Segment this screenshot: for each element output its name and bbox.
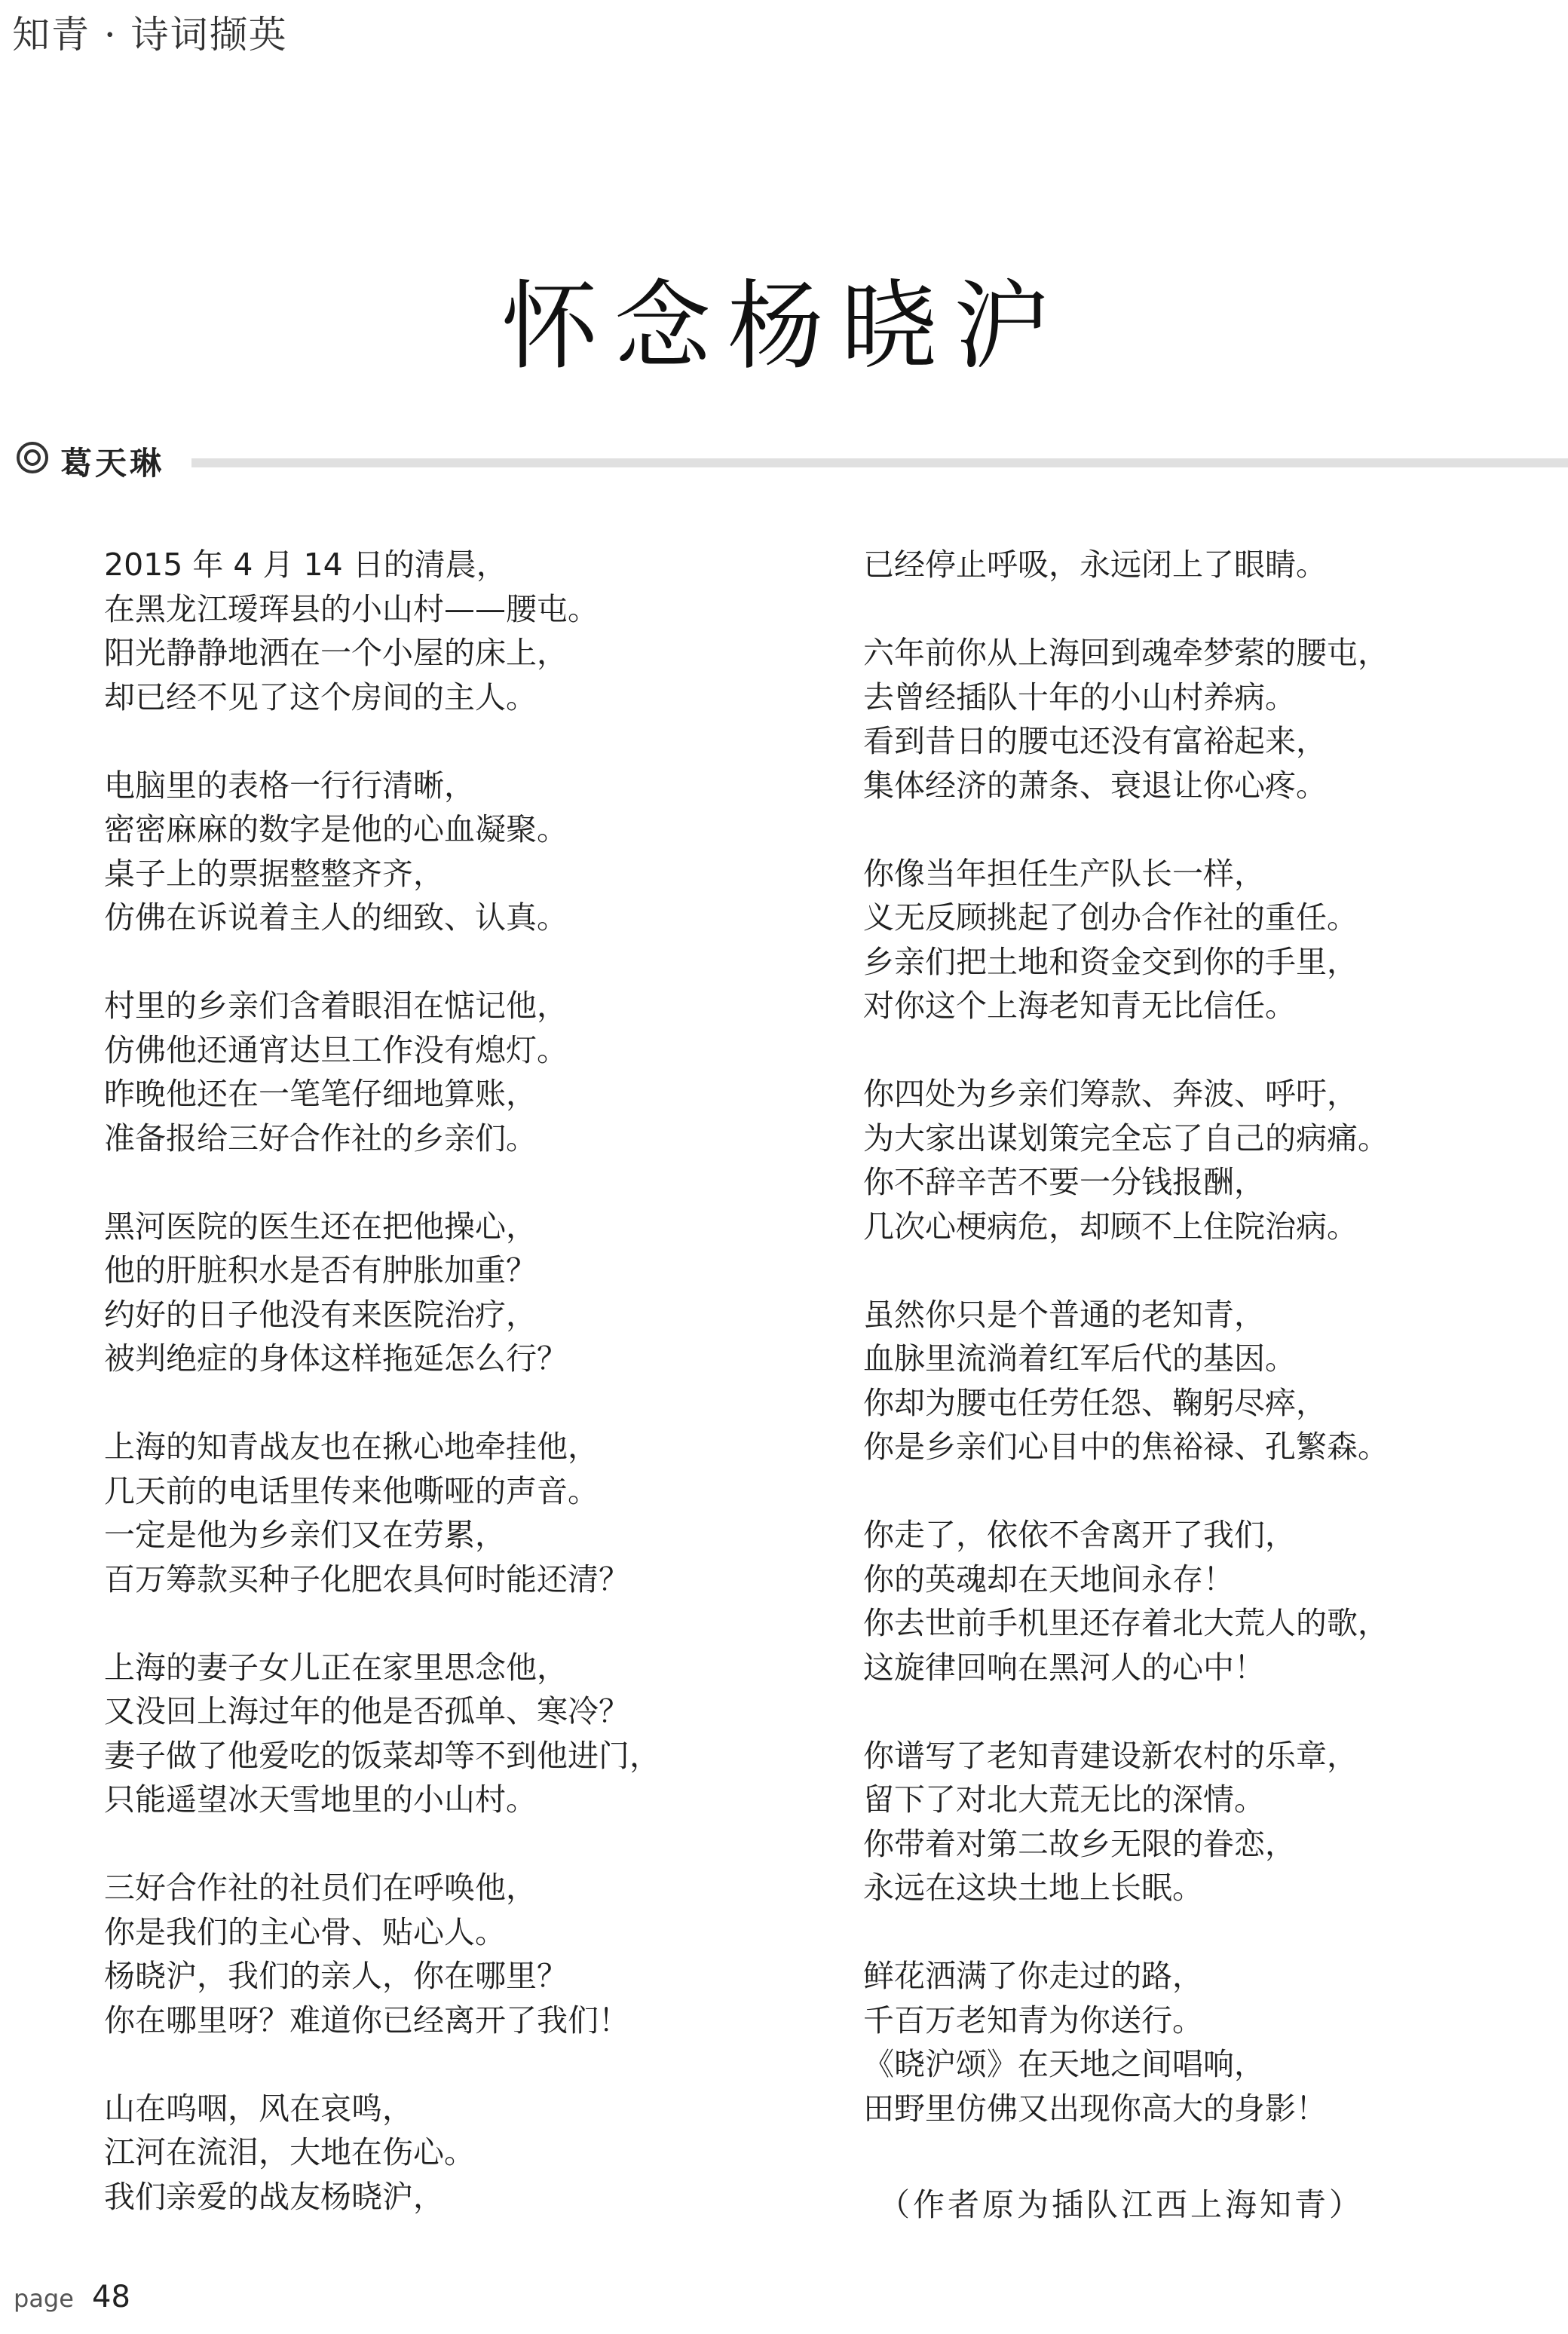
poem-line: 你是乡亲们心目中的焦裕禄、孔繁森。 [863, 1429, 1389, 1465]
poem-line: 仿佛他还通宵达旦工作没有熄灯。 [104, 1031, 568, 1068]
poem-line: 你去世前手机里还存着北大荒人的歌， [863, 1605, 1389, 1641]
poem-line: 又没回上海过年的他是否孤单、寒冷？ [104, 1693, 629, 1729]
stanza-break [104, 2042, 722, 2087]
stanza-break [863, 587, 1481, 632]
poem-line: 为大家出谋划策完全忘了自己的病痛。 [863, 1120, 1389, 1156]
poem-line: 黑河医院的医生还在把他操心， [104, 1208, 537, 1245]
author-divider [191, 458, 1568, 467]
article-title: 怀念杨晓沪 [501, 271, 1067, 383]
stanza-break [863, 1469, 1481, 1514]
poem-line: 百万筹款买种子化肥农具何时能还清？ [104, 1561, 629, 1597]
poem-line: 妻子做了他爱吃的饭菜却等不到他进门， [104, 1737, 660, 1774]
stanza-break [104, 719, 722, 764]
poem-line: 杨晓沪，我们的亲人，你在哪里？ [104, 1958, 568, 1994]
poem-line: 几次心梗病危，却顾不上住院治病。 [863, 1208, 1358, 1245]
poem-line: 江河在流泪，大地在伤心。 [104, 2134, 475, 2170]
poem-line: 田野里仿佛又出现你高大的身影！ [863, 2090, 1327, 2127]
poem-line: 义无反顾挑起了创办合作社的重任。 [863, 899, 1358, 936]
poem-line: 集体经济的萧条、衰退让你心疼。 [863, 767, 1327, 804]
poem-line: 你走了，依依不舍离开了我们， [863, 1517, 1296, 1553]
poem-line: 上海的知青战友也在揪心地牵挂他， [104, 1429, 599, 1465]
poem-line: 乡亲们把土地和资金交到你的手里， [863, 943, 1358, 980]
poem-line: 密密麻麻的数字是他的心血凝聚。 [104, 811, 568, 847]
poem-line: 千百万老知青为你送行。 [863, 2002, 1203, 2038]
poem-line: 他的肝脏积水是否有肿胀加重？ [104, 1252, 537, 1288]
poem-line: 对你这个上海老知青无比信任。 [863, 988, 1296, 1024]
stanza-break [863, 1028, 1481, 1073]
section-title: 知青 · 诗词撷英 [12, 13, 288, 57]
poem-line: 已经停止呼吸，永远闭上了眼睛。 [863, 547, 1327, 583]
page-number: 48 [92, 2280, 130, 2314]
poem-line: 上海的妻子女儿正在家里思念他， [104, 1649, 568, 1686]
stanza-break [104, 1822, 722, 1867]
poem-line: 在黑龙江瑷珲县的小山村——腰屯。 [104, 590, 599, 627]
poem-line: 永远在这块土地上长眠。 [863, 1870, 1203, 1906]
poem-right-column [863, 543, 1481, 2130]
poem-line: 仿佛在诉说着主人的细致、认真。 [104, 899, 568, 936]
poem-line: 准备报给三好合作社的乡亲们。 [104, 1120, 537, 1156]
poem-line: 虽然你只是个普通的老知青， [863, 1296, 1265, 1333]
poem-line: 山在呜咽，风在哀鸣， [104, 2090, 413, 2127]
poem-line: 你却为腰屯任劳任怨、鞠躬尽瘁， [863, 1384, 1327, 1421]
poem-left-column [104, 543, 722, 2219]
stanza-break [863, 1910, 1481, 1955]
poem-line: 几天前的电话里传来他嘶哑的声音。 [104, 1472, 599, 1509]
poem-line: 一定是他为乡亲们又在劳累， [104, 1517, 506, 1553]
stanza-break [863, 1248, 1481, 1293]
poem-line: 约好的日子他没有来医院治疗， [104, 1296, 537, 1333]
stanza-break [104, 1381, 722, 1426]
page-label: page [14, 2284, 74, 2313]
poem-line: 2015 年 4 月 14 日的清晨， [104, 547, 507, 583]
poem-line: 去曾经插队十年的小山村养病。 [863, 678, 1296, 715]
poem-line: 你像当年担任生产队长一样， [863, 855, 1265, 892]
stanza-break [863, 807, 1481, 852]
poem-line: 我们亲爱的战友杨晓沪， [104, 2178, 444, 2215]
poem-line: 阳光静静地洒在一个小屋的床上， [104, 635, 568, 671]
poem-line: 村里的乡亲们含着眼泪在惦记他， [104, 988, 568, 1024]
author-name: 葛天琳 [60, 445, 165, 482]
poem-line: 三好合作社的社员们在呼唤他， [104, 1870, 537, 1906]
poem-line: 桌子上的票据整整齐齐， [104, 855, 444, 892]
author-note: （作者原为插队江西上海知青） [878, 2186, 1364, 2223]
poem-line: 这旋律回响在黑河人的心中！ [863, 1649, 1265, 1686]
poem-line: 被判绝症的身体这样拖延怎么行？ [104, 1340, 568, 1377]
double-circle-icon [17, 442, 48, 473]
poem-line: 你是我们的主心骨、贴心人。 [104, 1913, 506, 1950]
poem-line: 你谱写了老知青建设新农村的乐章， [863, 1737, 1358, 1774]
poem-line: 六年前你从上海回到魂牵梦萦的腰屯， [863, 635, 1389, 671]
poem-line: 你带着对第二故乡无限的眷恋， [863, 1825, 1296, 1862]
poem-line: 留下了对北大荒无比的深情。 [863, 1781, 1265, 1818]
poem-line: 鲜花洒满了你走过的路， [863, 1958, 1203, 1994]
poem-line: 看到昔日的腰屯还没有富裕起来， [863, 723, 1327, 759]
poem-line: 昨晚他还在一笔笔仔细地算账， [104, 1076, 537, 1112]
author-byline [17, 439, 1568, 484]
poem-line: 只能遥望冰天雪地里的小山村。 [104, 1781, 537, 1818]
poem-line: 电脑里的表格一行行清晰， [104, 767, 475, 804]
poem-line: 你在哪里呀？难道你已经离开了我们！ [104, 2002, 629, 2038]
stanza-break [104, 940, 722, 985]
poem-line: 《晓沪颂》在天地之间唱响， [863, 2046, 1265, 2082]
poem-line: 却已经不见了这个房间的主人。 [104, 678, 537, 715]
poem-line: 血脉里流淌着红军后代的基因。 [863, 1340, 1296, 1377]
stanza-break [863, 1689, 1481, 1734]
stanza-break [104, 1601, 722, 1646]
poem-line: 你不辞辛苦不要一分钱报酬， [863, 1164, 1265, 1200]
stanza-break [104, 1160, 722, 1205]
poem-line: 你四处为乡亲们筹款、奔波、呼吁， [863, 1076, 1358, 1112]
poem-line: 你的英魂却在天地间永存！ [863, 1561, 1234, 1597]
